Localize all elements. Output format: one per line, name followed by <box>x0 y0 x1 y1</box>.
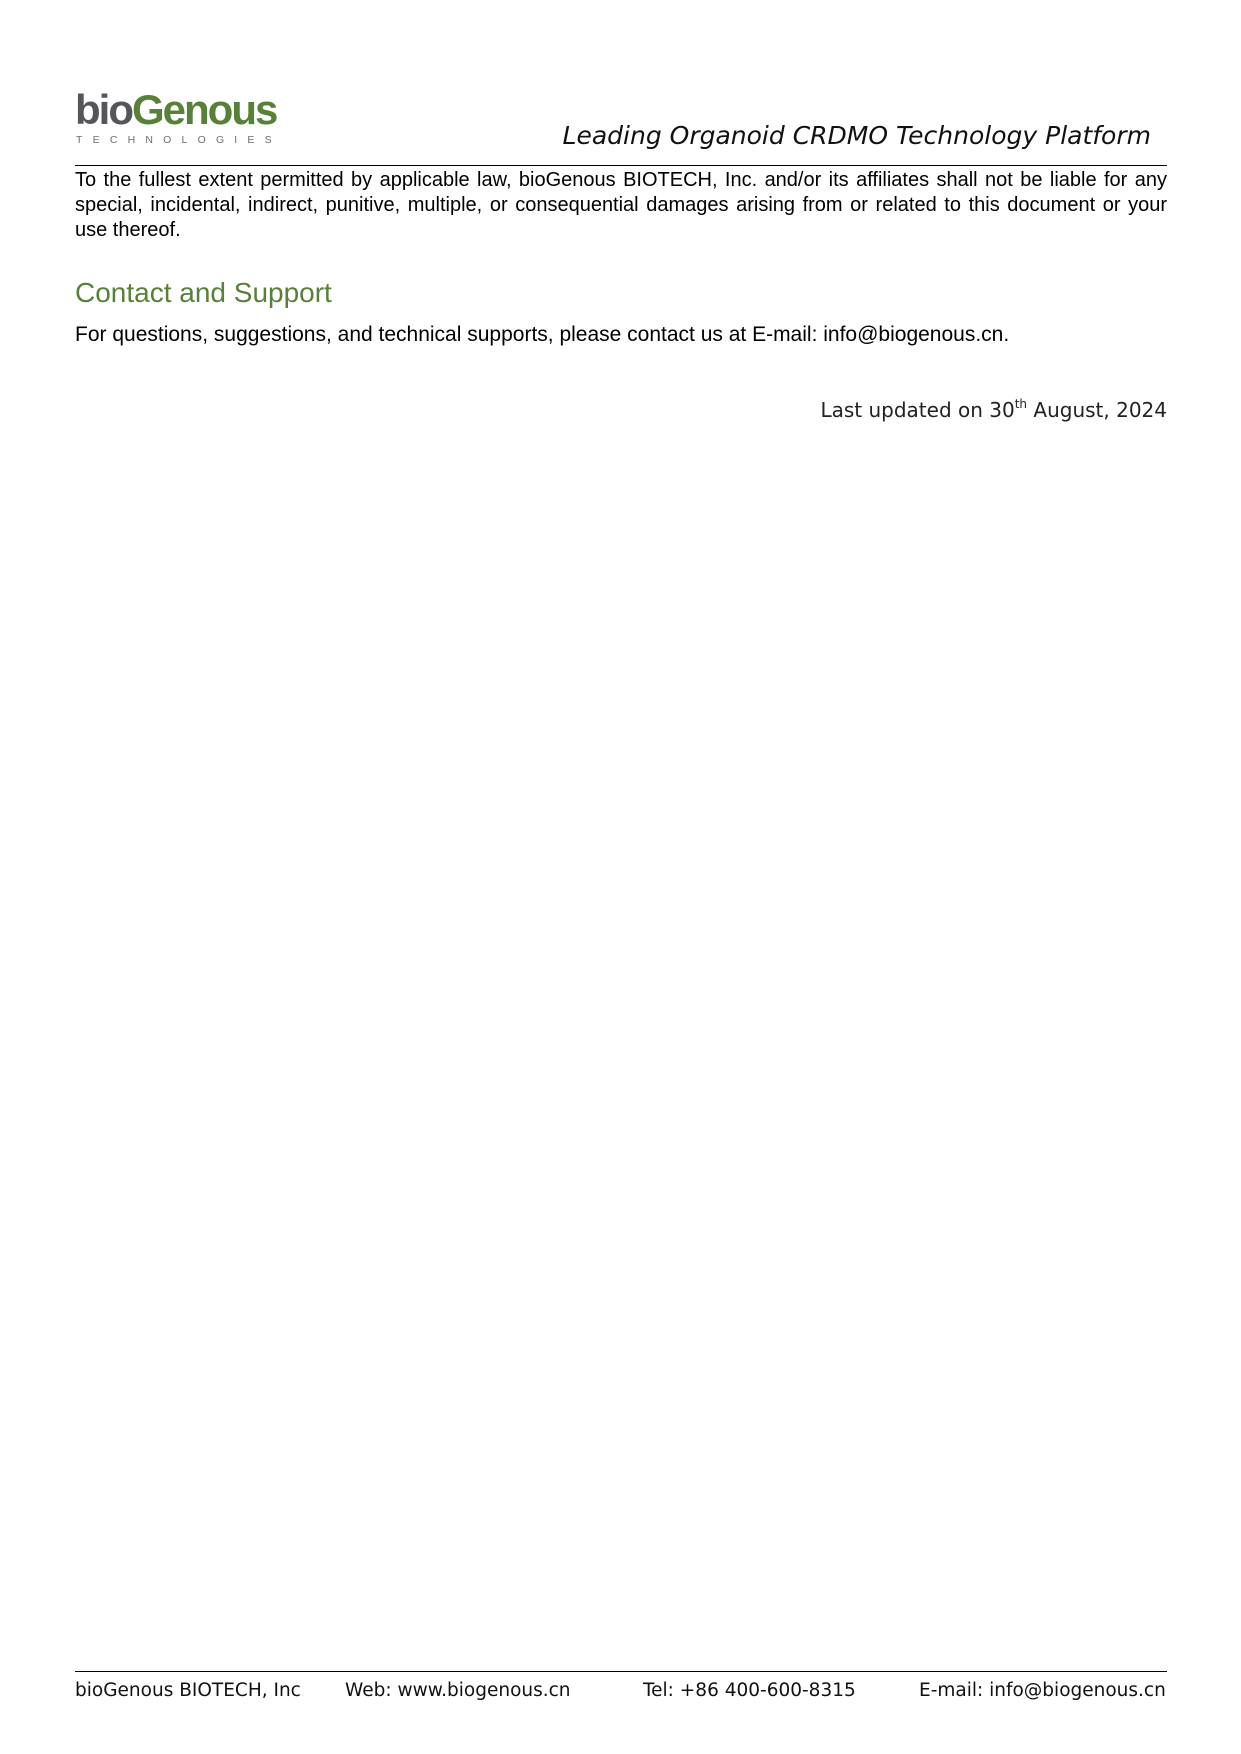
logo-wordmark <box>75 86 277 133</box>
footer-tel: Tel: +86 400-600-8315 <box>643 1680 856 1701</box>
header-divider <box>75 165 1167 166</box>
footer-email: E-mail: info@biogenous.cn <box>919 1680 1166 1701</box>
logo-subtitle: TECHNOLOGIES <box>76 134 282 146</box>
logo-wordmark-bio: bio <box>75 86 132 133</box>
header-tagline: Leading Organoid CRDMO Technology Platform <box>562 121 1151 150</box>
last-updated-ordinal: th <box>1014 397 1028 412</box>
last-updated-prefix: Last updated on 30 <box>820 398 1015 422</box>
logo-wordmark-genous: Genous <box>131 86 277 133</box>
footer-divider <box>75 1671 1167 1672</box>
footer-web: Web: www.biogenous.cn <box>345 1680 571 1701</box>
page-footer <box>75 1676 1167 1706</box>
contact-paragraph: For questions, suggestions, and technical supports, please contact us at E-mail: info@biogenous.cn. <box>75 323 1010 346</box>
last-updated-rest: August, 2024 <box>1027 398 1167 422</box>
section-title-contact: Contact and Support <box>75 277 332 308</box>
biogenous-logo <box>75 86 285 155</box>
footer-company: bioGenous BIOTECH, Inc <box>75 1680 301 1701</box>
page-header <box>75 86 1167 166</box>
disclaimer-paragraph: To the fullest extent permitted by applicable law, bioGenous BIOTECH, Inc. and/or its affiliates shall not be liable for any special, incidental, indirect, punitive, multiple, or consequential damages arising from or related to this document or your use thereof. <box>75 169 1167 241</box>
last-updated <box>820 397 1167 423</box>
